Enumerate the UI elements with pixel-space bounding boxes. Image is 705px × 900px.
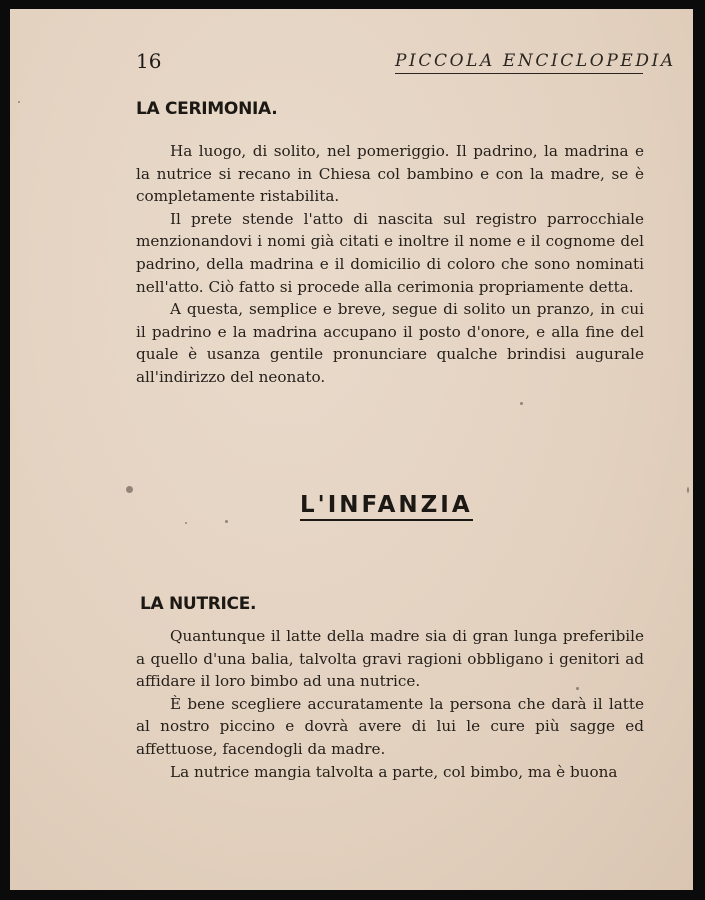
page-number: 16 — [136, 49, 162, 73]
paper-speck — [225, 520, 228, 523]
paragraph: La nutrice mangia talvolta a parte, col bimbo, ma è buona — [170, 762, 618, 781]
section-title-cerimonia: LA CERIMONIA. — [136, 99, 278, 119]
section-title-nutrice: LA NUTRICE. — [140, 594, 257, 614]
paper-speck — [18, 101, 20, 103]
paragraph: Ha luogo, di solito, nel pomeriggio. Il padrino, la madrina e la nutrice si recano in Chiesa col bambino e con la madre, se è completamente ristabilita. — [136, 142, 644, 206]
paper-speck — [576, 687, 579, 690]
paragraph: È bene scegliere accuratamente la persona che darà il latte al nostro piccino e dovrà avere di lui le cure più sagge ed affettuose, facendogli da madre. — [136, 694, 644, 758]
paper-speck — [185, 522, 187, 524]
paper-speck — [520, 402, 523, 405]
section-body-nutrice — [136, 625, 644, 783]
paragraph: A questa, semplice e breve, segue di solito un pranzo, in cui il padrino e la madrina accupano il posto d'onore, e alla fine del quale è usanza gentile pronunciare qualche brindisi augurale all'indirizzo del neonato. — [136, 300, 644, 386]
paragraph: Il prete stende l'atto di nascita sul registro parrocchiale menzionandovi i nomi già citati e inoltre il nome e il cognome del padrino, della madrina e il domicilio di coloro che sono nominati nell'atto. Ciò fatto si procede alla cerimonia propriamente detta. — [136, 209, 644, 296]
paper-speck — [687, 487, 689, 493]
running-head: PICCOLA ENCICLOPEDIA — [395, 51, 643, 74]
paragraph: Quantunque il latte della madre sia di gran lunga preferibile a quello d'una balia, talvolta gravi ragioni obbligano i genitori ad affidare il loro bimbo ad una nutrice. — [136, 627, 644, 691]
paper-speck — [126, 486, 133, 493]
chapter-title: L'INFANZIA — [300, 492, 473, 521]
section-body-cerimonia — [136, 140, 644, 389]
book-page — [10, 9, 693, 890]
